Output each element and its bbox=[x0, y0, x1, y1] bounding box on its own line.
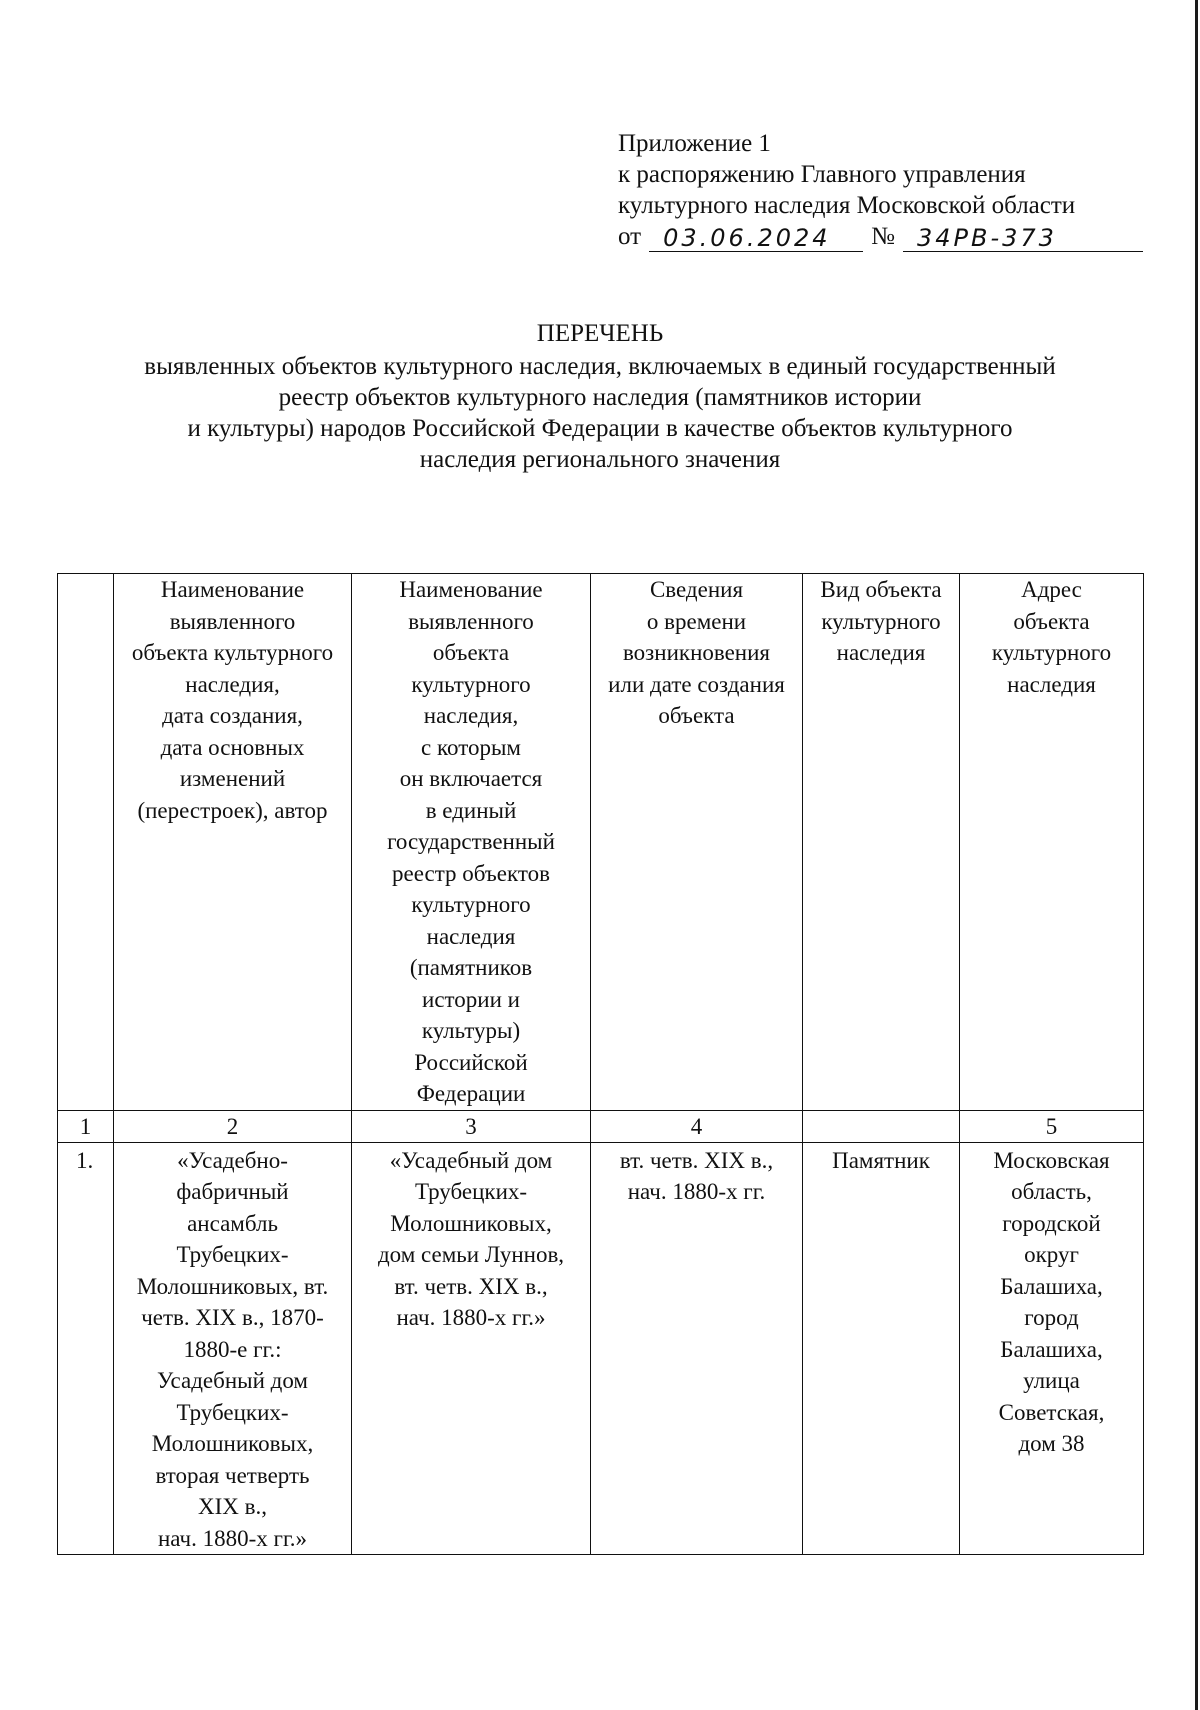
column-number bbox=[803, 1110, 960, 1142]
header-cell-object-name: Наименование выявленного объекта культурного наследия, дата создания, дата основных изменений (перестроек), автор bbox=[114, 574, 352, 1111]
handwritten-number: 34РВ-373 bbox=[903, 225, 1143, 252]
header-cell-object-type: Вид объекта культурного наследия bbox=[803, 574, 960, 1111]
document-subtitle: выявленных объектов культурного наследия, включаемых в единый государственный реестр объектов культурного наследия (памятников истории и культуры) народов Российской Федерации в качестве объектов культурного наследия регионального значения bbox=[144, 353, 1056, 473]
from-label: от bbox=[618, 223, 642, 250]
table-header-row bbox=[58, 574, 1144, 1111]
document-title-block bbox=[100, 318, 1100, 475]
header-cell-address: Адрес объекта культурного наследия bbox=[960, 574, 1144, 1111]
object-date-info: вт. четв. XIX в., нач. 1880-х гг. bbox=[591, 1142, 803, 1555]
table-row bbox=[58, 1142, 1144, 1555]
heritage-objects-table bbox=[57, 573, 1144, 1555]
handwritten-date: 03.06.2024 bbox=[649, 225, 863, 252]
column-number: 1 bbox=[58, 1110, 114, 1142]
appendix-authority-line: культурного наследия Московской области bbox=[618, 192, 1076, 219]
object-address: Московская область, городской округ Балашиха, город Балашиха, улица Советская, дом 38 bbox=[960, 1142, 1144, 1555]
appendix-block bbox=[618, 128, 1143, 252]
header-cell-registry-name: Наименование выявленного объекта культурного наследия, с которым он включается в единый государственный реестр объектов культурного наследия (памятников истории и культуры) Российской Федерации bbox=[352, 574, 591, 1111]
scan-edge-line bbox=[1195, 0, 1198, 1710]
row-number: 1. bbox=[58, 1142, 114, 1555]
column-number: 2 bbox=[114, 1110, 352, 1142]
header-cell-index bbox=[58, 574, 114, 1111]
column-number: 4 bbox=[591, 1110, 803, 1142]
object-full-name: «Усадебно- фабричный ансамбль Трубецких- Молошниковых, вт. четв. XIX в., 1870- 1880-е гг.: Усадебный дом Трубецких- Молошниковых, вторая четверть XIX в., нач. 1880-х гг.» bbox=[114, 1142, 352, 1555]
appendix-reference-line: к распоряжению Главного управления bbox=[618, 161, 1026, 188]
appendix-title: Приложение 1 bbox=[618, 130, 771, 157]
column-number: 5 bbox=[960, 1110, 1144, 1142]
number-label: № bbox=[871, 223, 895, 250]
object-registry-name: «Усадебный дом Трубецких- Молошниковых, дом семьи Луннов, вт. четв. XIX в., нач. 1880-х гг.» bbox=[352, 1142, 591, 1555]
column-number: 3 bbox=[352, 1110, 591, 1142]
appendix-date-number-line bbox=[618, 221, 1143, 252]
document-heading: ПЕРЕЧЕНЬ bbox=[536, 320, 664, 347]
column-number-row bbox=[58, 1110, 1144, 1142]
object-type: Памятник bbox=[803, 1142, 960, 1555]
header-cell-creation-date: Сведения о времени возникновения или дате создания объекта bbox=[591, 574, 803, 1111]
